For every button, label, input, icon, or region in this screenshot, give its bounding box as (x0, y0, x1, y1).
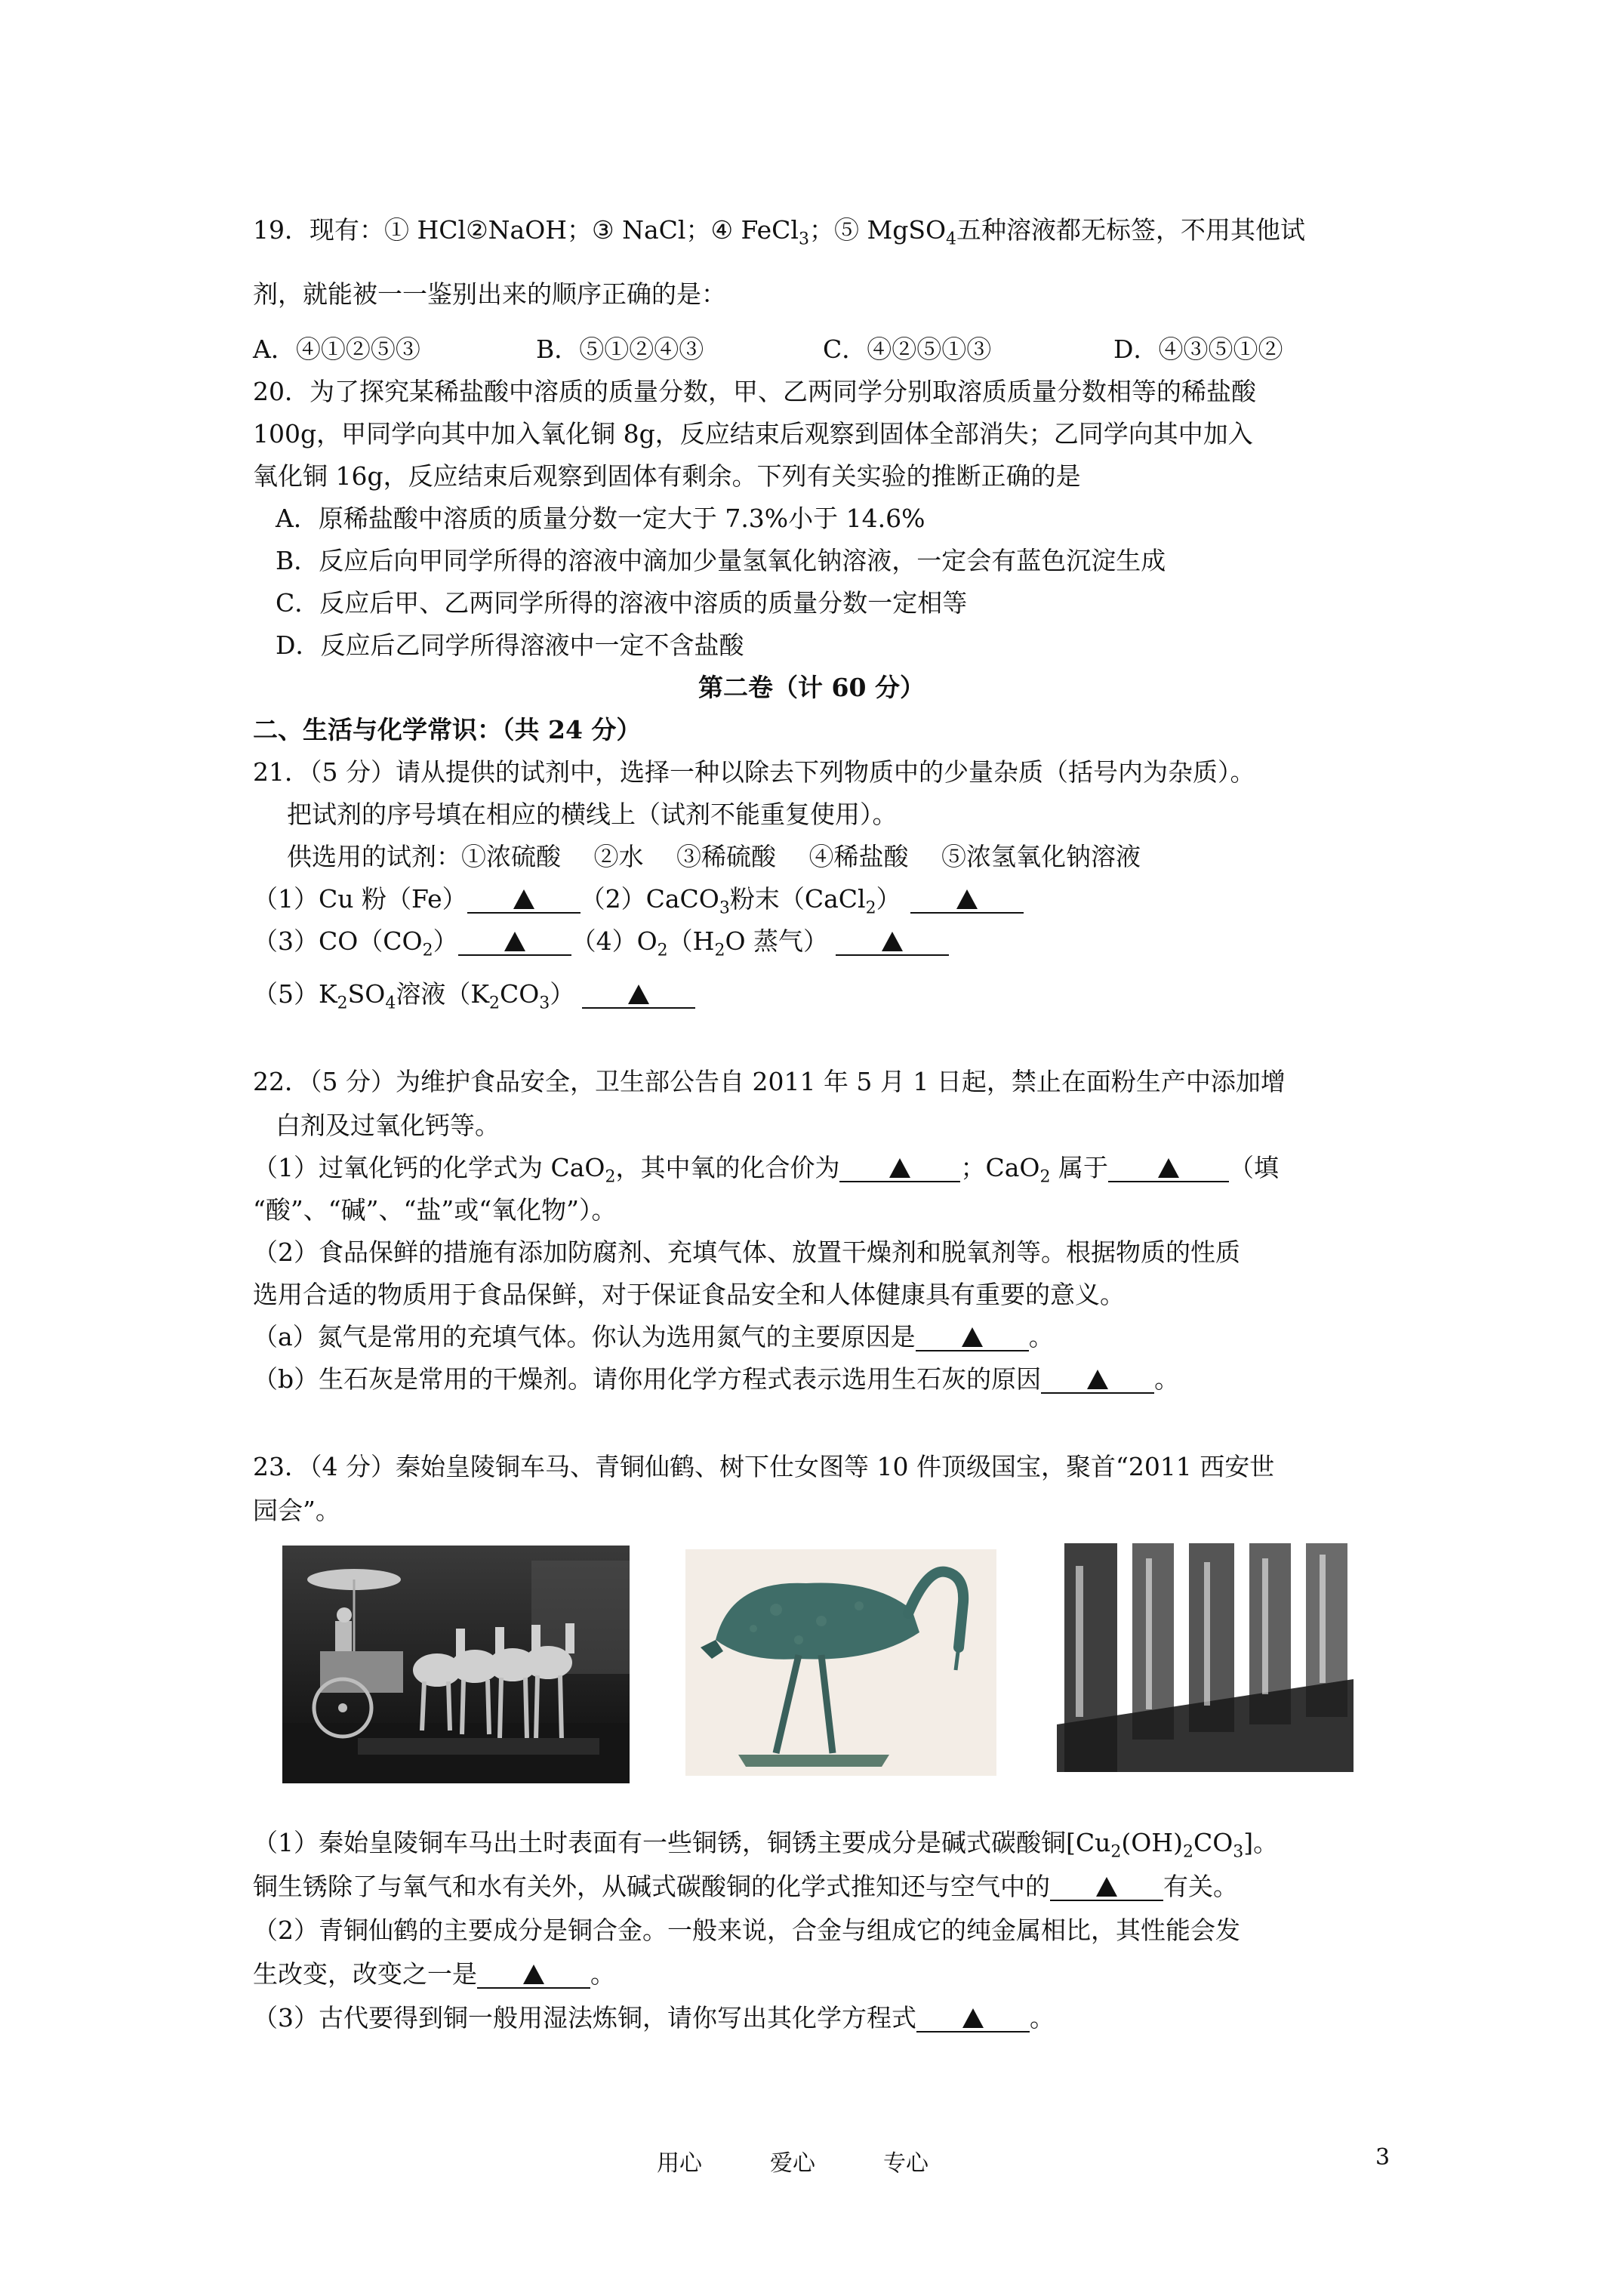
q21-items-1-2: （1）Cu 粉（Fe） （2）CaCO$_3$粉末（CaCl$_2$） (253, 883, 1024, 926)
q19-option-d: D．④③⑤①② (1113, 334, 1283, 364)
q22-line1: 22．（5 分）为维护食品安全，卫生部公告自 2011 年 5 月 1 日起，禁止在面粉生产中添加增 (253, 1067, 1286, 1096)
triangle-icon (962, 2008, 984, 2028)
q20-option-c: C．反应后甲、乙两同学所得的溶液中溶质的质量分数一定相等 (276, 588, 968, 618)
answer-blank[interactable] (477, 1960, 590, 1989)
q22-line4: “酸”、“碱”、“盐”或“氧化物”）。 (253, 1195, 617, 1225)
triangle-icon (1158, 1158, 1179, 1178)
triangle-icon (628, 985, 649, 1004)
q20-option-d: D．反应后乙同学所得溶液中一定不含盐酸 (276, 630, 744, 660)
answer-blank[interactable] (1050, 1872, 1163, 1901)
mural-detail-photo (1057, 1543, 1354, 1772)
footer-word-3: 专心 (883, 2150, 929, 2177)
q19-option-b: B．⑤①②④③ (536, 334, 704, 364)
triangle-icon (513, 889, 534, 909)
triangle-icon (882, 932, 903, 951)
q22-line5: （2）食品保鲜的措施有添加防腐剂、充填气体、放置干燥剂和脱氧剂等。根据物质的性质 (253, 1237, 1240, 1267)
q19-option-c: C．④②⑤①③ (823, 334, 992, 364)
q19-option-a: A．④①②⑤③ (253, 334, 420, 364)
bronze-chariot-photo (282, 1546, 630, 1783)
q23-line5: （2）青铜仙鹤的主要成分是铜合金。一般来说，合金与组成它的纯金属相比，其性能会发 (253, 1915, 1240, 1945)
triangle-icon (889, 1158, 910, 1178)
q20-option-b: B．反应后向甲同学所得的溶液中滴加少量氢氧化钠溶液，一定会有蓝色沉淀生成 (276, 546, 1166, 575)
q20-line3: 氧化铜 16g，反应结束后观察到固体有剩余。下列有关实验的推断正确的是 (253, 461, 1081, 491)
answer-blank[interactable] (1108, 1154, 1229, 1182)
q23-line3: （1）秦始皇陵铜车马出土时表面有一些铜锈，铜锈主要成分是碱式碳酸铜$[Cu_2(OH)_2CO_3]$。 (253, 1828, 1279, 1862)
triangle-icon (956, 889, 978, 909)
q21-item-5: $(5)K_2SO_4$溶液$(K_2CO_3)$ (253, 978, 695, 1021)
q20-line2: 100g，甲同学向其中加入氧化铜 8g，反应结束后观察到固体全部消失；乙同学向其中加入 (253, 419, 1253, 448)
answer-blank[interactable] (467, 885, 581, 914)
answer-blank[interactable] (839, 1154, 960, 1182)
answer-blank[interactable] (458, 927, 571, 956)
q22-line3: （1）过氧化钙的化学式为 CaO$_2$，其中氧的化合价为 ；CaO$_2$ 属于 （填 (253, 1153, 1279, 1187)
q21-items-3-4: $(3)CO(CO_2)$ $(4)O_2(H_2O$ 蒸气） (253, 925, 949, 968)
q23-line2: 园会”。 (253, 1496, 340, 1525)
q23-line1: 23．（4 分）秦始皇陵铜车马、青铜仙鹤、树下仕女图等 10 件顶级国宝，聚首“2011 西安世 (253, 1452, 1275, 1481)
part2-title: 第二卷（计 60 分） (698, 673, 925, 702)
bronze-crane-photo (685, 1549, 996, 1776)
answer-blank[interactable] (910, 885, 1024, 914)
q22-line7: （a）氮气是常用的充填气体。你认为选用氮气的主要原因是 。 (253, 1322, 1054, 1351)
triangle-icon (504, 932, 525, 951)
q23-line6: 生改变，改变之一是 。 (253, 1959, 615, 1989)
q22-line2: 白剂及过氧化钙等。 (276, 1111, 500, 1140)
triangle-icon (523, 1965, 544, 1984)
answer-blank[interactable] (1041, 1365, 1154, 1394)
q21-line1: 21．（5 分）请从提供的试剂中，选择一种以除去下列物质中的少量杂质（括号内为杂质）。 (253, 757, 1255, 787)
footer-word-2: 爱心 (770, 2150, 815, 2177)
q23-line4: 铜生锈除了与氧气和水有关外，从碱式碳酸铜的化学式推知还与空气中的 有关。 (253, 1872, 1238, 1901)
section2-title: 二、生活与化学常识：（共 24 分） (253, 715, 642, 744)
answer-blank[interactable] (582, 980, 695, 1009)
q19-line1: 19．现有：① HCl②NaOH；③ NaCl；④ FeCl$_3$；⑤ MgSO$_4$五种溶液都无标签，不用其他试 (253, 215, 1306, 249)
triangle-icon (1096, 1877, 1117, 1897)
q22-line6: 选用合适的物质用于食品保鲜，对于保证食品安全和人体健康具有重要的意义。 (253, 1280, 1125, 1309)
triangle-icon (1087, 1370, 1108, 1389)
q22-line8: （b）生石灰是常用的干燥剂。请你用化学方程式表示选用生石灰的原因 。 (253, 1364, 1180, 1394)
answer-blank[interactable] (916, 1323, 1029, 1351)
q20-line1: 20．为了探究某稀盐酸中溶质的质量分数，甲、乙两同学分别取溶质质量分数相等的稀盐酸 (253, 377, 1256, 406)
triangle-icon (962, 1327, 983, 1347)
q23-line7: （3）古代要得到铜一般用湿法炼铜，请你写出其化学方程式 。 (253, 2003, 1055, 2032)
answer-blank[interactable] (836, 927, 949, 956)
q21-reagents: 供选用的试剂：①浓硫酸 ②水 ③稀硫酸 ④稀盐酸 ⑤浓氢氧化钠溶液 (287, 842, 1141, 871)
answer-blank[interactable] (916, 2004, 1030, 2032)
page-number: 3 (1375, 2144, 1390, 2171)
q21-line2: 把试剂的序号填在相应的横线上（试剂不能重复使用）。 (287, 800, 898, 829)
q20-option-a: A．原稀盐酸中溶质的质量分数一定大于 7.3%小于 14.6% (276, 504, 925, 533)
q19-line2: 剂，就能被一一鉴别出来的顺序正确的是： (253, 279, 726, 309)
footer-word-1: 用心 (657, 2150, 702, 2177)
